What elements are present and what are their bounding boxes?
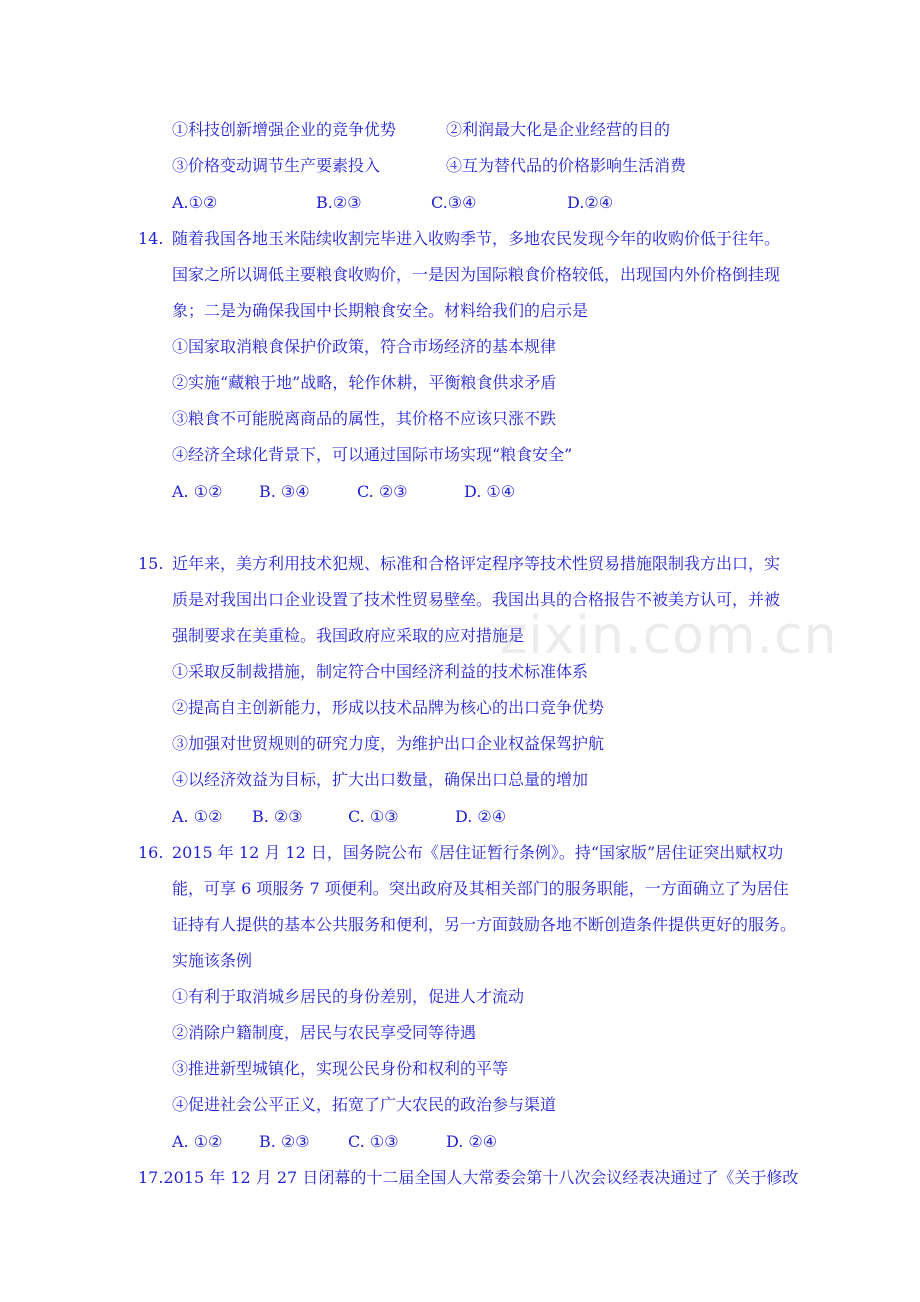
- q15-option-1: ①采取反制裁措施，制定符合中国经济利益的技术标准体系: [172, 662, 589, 681]
- q14-option-3: ③粮食不可能脱离商品的属性，其价格不应该只涨不跌: [172, 409, 557, 428]
- q15-choice-c: C. ①③: [348, 807, 399, 826]
- q14-stem-line-3: 象；二是为确保我国中长期粮食安全。材料给我们的启示是: [172, 301, 589, 320]
- q13-choice-b: B.②③: [316, 193, 362, 212]
- q16-option-2: ②消除户籍制度，居民与农民享受同等待遇: [172, 1023, 477, 1042]
- q14-choice-d: D. ①④: [464, 482, 516, 501]
- q15-option-4: ④以经济效益为目标，扩大出口数量，确保出口总量的增加: [172, 770, 589, 789]
- q15-choice-b: B. ②③: [252, 807, 303, 826]
- q15-number: 15.: [138, 554, 164, 573]
- q16-stem-line-4: 实施该条例: [172, 951, 253, 970]
- q13-option-3: ③价格变动调节生产要素投入: [172, 156, 381, 175]
- q16-choice-a: A. ①②: [172, 1132, 223, 1151]
- q16-choice-d: D. ②④: [446, 1132, 498, 1151]
- q15-stem-line-3: 强制要求在美重检。我国政府应采取的应对措施是: [172, 626, 525, 645]
- q16-stem-line-3: 证持有人提供的基本公共服务和便利，另一方面鼓励各地不断创造条件提供更好的服务。: [172, 915, 797, 934]
- q14-choice-b: B. ③④: [259, 482, 310, 501]
- q13-choice-d: D.②④: [567, 193, 614, 212]
- q16-choice-c: C. ①③: [348, 1132, 399, 1151]
- q16-option-3: ③推进新型城镇化，实现公民身份和权利的平等: [172, 1059, 509, 1078]
- q13-option-1: ①科技创新增强企业的竞争优势: [172, 120, 397, 139]
- q13-option-4: ④互为替代品的价格影响生活消费: [446, 156, 687, 175]
- q13-choice-c: C.③④: [431, 193, 477, 212]
- q14-stem-line-1: 随着我国各地玉米陆续收割完毕进入收购季节，多地农民发现今年的收购价低于往年。: [172, 229, 781, 248]
- q16-number: 16.: [138, 843, 164, 862]
- q14-option-2: ②实施“藏粮于地”战略，轮作休耕，平衡粮食供求矛盾: [172, 373, 557, 392]
- q14-stem-line-2: 国家之所以调低主要粮食收购价，一是因为国际粮食价格较低，出现国内外价格倒挂现: [172, 265, 781, 284]
- q16-option-1: ①有利于取消城乡居民的身份差别，促进人才流动: [172, 987, 525, 1006]
- q13-option-2: ②利润最大化是企业经营的目的: [446, 120, 671, 139]
- q15-choice-d: D. ②④: [455, 807, 507, 826]
- q16-option-4: ④促进社会公平正义，拓宽了广大农民的政治参与渠道: [172, 1095, 557, 1114]
- q14-choice-a: A. ①②: [172, 482, 223, 501]
- q16-stem-line-1: 2015 年 12 月 12 日，国务院公布《居住证暂行条例》。持“国家版”居住证突出赋权功: [172, 843, 784, 862]
- q14-option-1: ①国家取消粮食保护价政策，符合市场经济的基本规律: [172, 337, 557, 356]
- q15-stem-line-2: 质是对我国出口企业设置了技术性贸易壁垒。我国出具的合格报告不被美方认可，并被: [172, 590, 781, 609]
- watermark: zixin.com.cn: [500, 606, 838, 666]
- q15-option-2: ②提高自主创新能力，形成以技术品牌为核心的出口竞争优势: [172, 698, 605, 717]
- q15-option-3: ③加强对世贸规则的研究力度，为维护出口企业权益保驾护航: [172, 734, 605, 753]
- q14-option-4: ④经济全球化背景下，可以通过国际市场实现“粮食安全”: [172, 445, 573, 464]
- q16-choice-b: B. ②③: [259, 1132, 310, 1151]
- q14-number: 14.: [138, 229, 164, 248]
- q14-choice-c: C. ②③: [357, 482, 408, 501]
- q15-stem-line-1: 近年来，美方利用技术犯规、标准和合格评定程序等技术性贸易措施限制我方出口，实: [172, 554, 781, 573]
- q17-line-1: 17.2015 年 12 月 27 日闭幕的十二届全国人大常委会第十八次会议经表决通过了《关于修改: [138, 1168, 799, 1187]
- q16-stem-line-2: 能，可享 6 项服务 7 项便利。突出政府及其相关部门的服务职能，一方面确立了为居住: [172, 879, 789, 898]
- q13-choice-a: A.①②: [172, 193, 218, 212]
- q15-choice-a: A. ①②: [172, 807, 223, 826]
